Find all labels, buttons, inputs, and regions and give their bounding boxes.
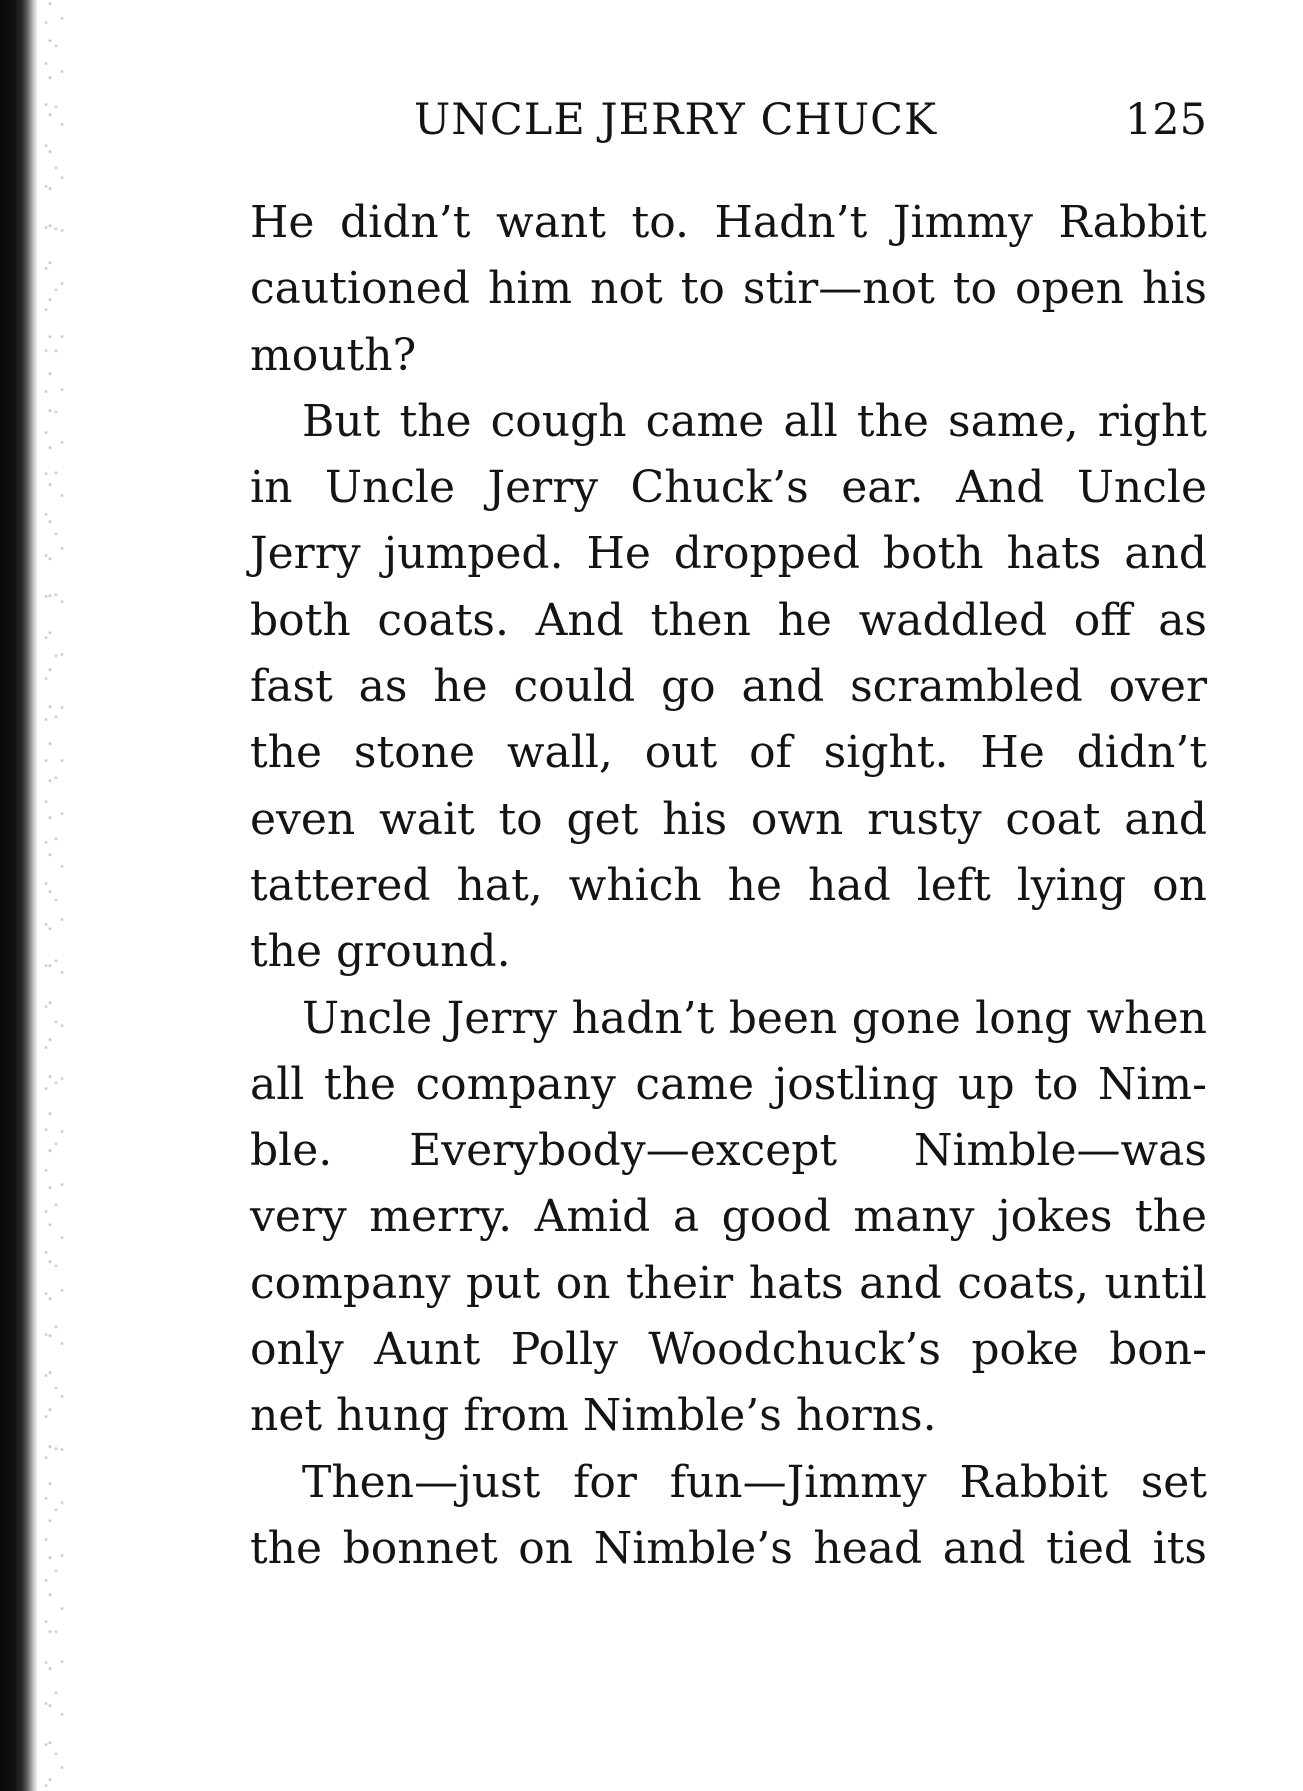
paragraph <box>250 1450 1207 1583</box>
binding-edge <box>0 0 38 1791</box>
binding-speckle <box>38 0 78 1791</box>
text-line: net hung from Nimble’s horns. <box>250 1390 937 1442</box>
text-line: cautioned him not to stir—not to open his <box>250 263 1207 315</box>
text-line: in Uncle Jerry Chuck’s ear. And Uncle <box>250 462 1207 514</box>
page-header <box>250 90 1207 160</box>
body-text <box>250 190 1207 1582</box>
text-line: Then—just for fun—Jimmy Rabbit set <box>302 1456 1207 1508</box>
page-number: 125 <box>1124 95 1207 145</box>
paragraph <box>250 389 1207 986</box>
text-line: But the cough came all the same, right <box>302 395 1207 447</box>
running-title: UNCLE JERRY CHUCK <box>414 95 938 145</box>
text-line: mouth? <box>250 329 417 381</box>
paragraph <box>250 190 1207 389</box>
text-line: only Aunt Polly Woodchuck’s poke bon- <box>250 1324 1207 1376</box>
text-line: fast as he could go and scrambled over <box>250 661 1207 713</box>
text-line: the ground. <box>250 926 511 978</box>
text-line: all the company came jostling up to Nim- <box>250 1058 1207 1110</box>
text-line: ble. Everybody—except Nimble—was <box>250 1125 1207 1177</box>
text-line: the bonnet on Nimble’s head and tied its <box>250 1522 1207 1574</box>
paragraph <box>250 986 1207 1450</box>
text-line: Uncle Jerry hadn’t been gone long when <box>302 992 1207 1044</box>
text-line: He didn’t want to. Hadn’t Jimmy Rabbit <box>250 197 1207 248</box>
text-line: Jerry jumped. He dropped both hats and <box>250 528 1207 580</box>
text-line: the stone wall, out of sight. He didn’t <box>250 727 1207 779</box>
text-line: tattered hat, which he had left lying on <box>250 859 1207 911</box>
text-line: even wait to get his own rusty coat and <box>250 793 1207 845</box>
text-line: both coats. And then he waddled off as <box>250 594 1207 646</box>
text-line: company put on their hats and coats, until <box>250 1257 1207 1309</box>
text-line: very merry. Amid a good many jokes the <box>250 1191 1207 1243</box>
